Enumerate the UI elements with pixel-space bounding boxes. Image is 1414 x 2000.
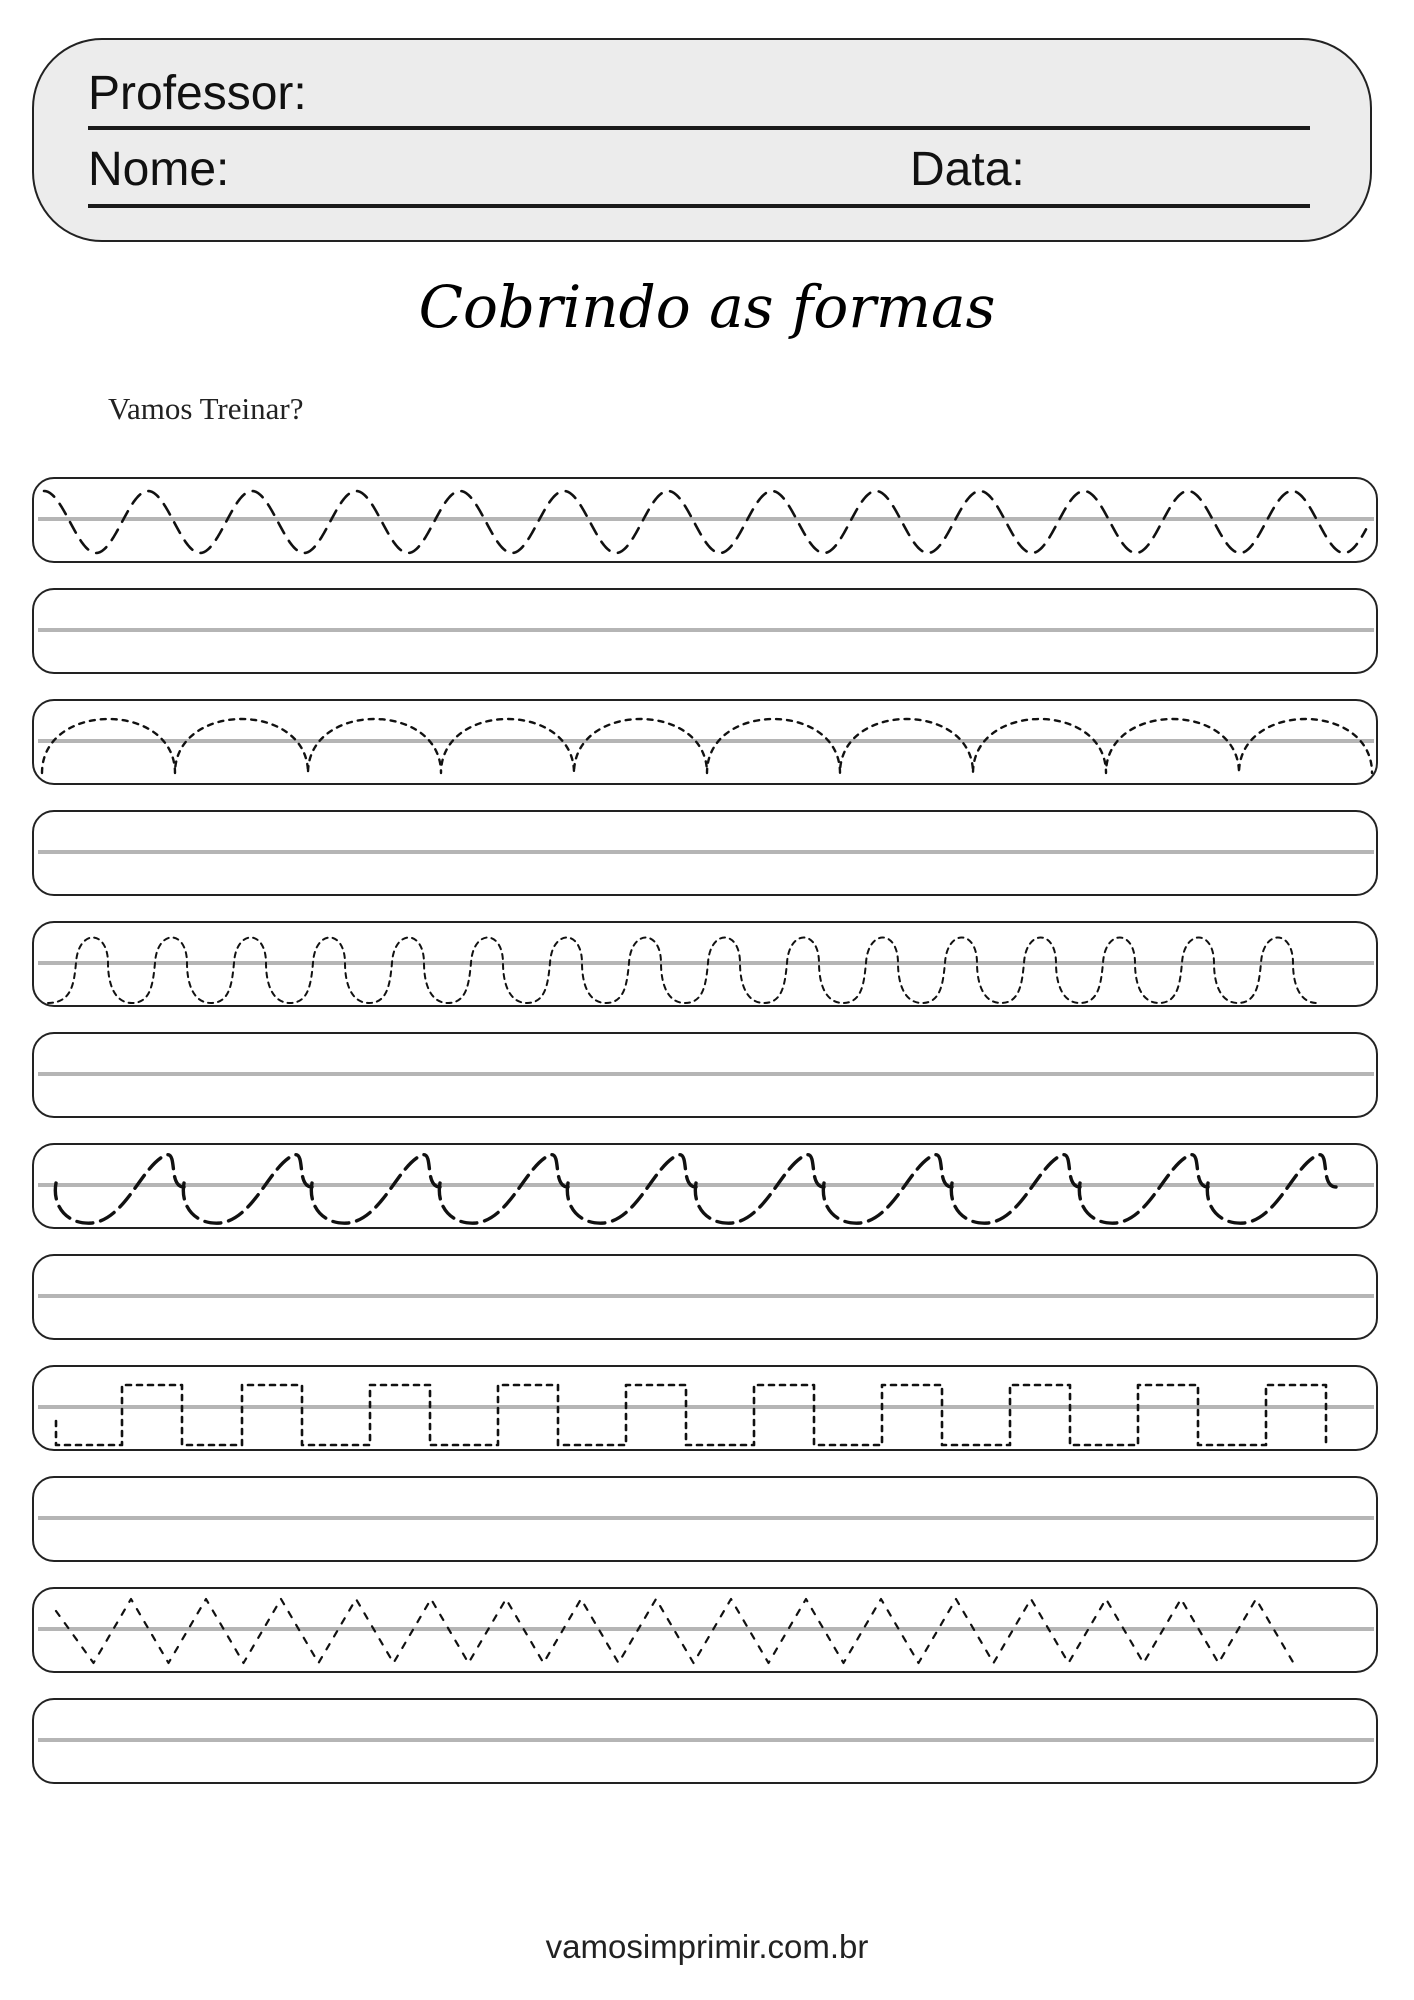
- professor-line[interactable]: [88, 126, 1310, 130]
- strip-canvas: [34, 590, 1380, 676]
- writing-strip[interactable]: [32, 1032, 1378, 1118]
- strip-canvas: [34, 1367, 1380, 1453]
- strip-canvas: [34, 1589, 1380, 1675]
- strip-canvas: [34, 479, 1380, 565]
- tracing-strip-square-wave[interactable]: [32, 1365, 1378, 1451]
- strip-canvas: [34, 1478, 1380, 1564]
- trace-path-cursive-waves: [55, 1155, 1336, 1223]
- nome-data-line[interactable]: [88, 204, 1310, 208]
- strip-canvas: [34, 701, 1380, 787]
- writing-strip[interactable]: [32, 1254, 1378, 1340]
- subtitle: Vamos Treinar?: [108, 391, 304, 426]
- trace-path-loops: [48, 938, 1317, 1004]
- trace-path-sine-wave: [44, 491, 1366, 553]
- data-label: Data:: [910, 143, 1025, 196]
- strip-canvas: [34, 1700, 1380, 1786]
- writing-strip[interactable]: [32, 810, 1378, 896]
- nome-label: Nome:: [88, 143, 230, 196]
- tracing-strip-arches[interactable]: [32, 699, 1378, 785]
- tracing-strip-zigzag[interactable]: [32, 1587, 1378, 1673]
- strip-canvas: [34, 923, 1380, 1009]
- tracing-strip-loops[interactable]: [32, 921, 1378, 1007]
- strip-canvas: [34, 1034, 1380, 1120]
- strip-canvas: [34, 1145, 1380, 1231]
- trace-path-arches: [42, 719, 1372, 773]
- writing-strip[interactable]: [32, 588, 1378, 674]
- header-box: [32, 38, 1372, 242]
- professor-label: Professor:: [88, 67, 307, 120]
- page-title: Cobrindo as formas: [418, 273, 996, 341]
- strip-canvas: [34, 812, 1380, 898]
- tracing-strip-sine-wave[interactable]: [32, 477, 1378, 563]
- tracing-strip-cursive-waves[interactable]: [32, 1143, 1378, 1229]
- trace-path-square-wave: [56, 1385, 1326, 1445]
- writing-strip[interactable]: [32, 1698, 1378, 1784]
- strip-canvas: [34, 1256, 1380, 1342]
- writing-strip[interactable]: [32, 1476, 1378, 1562]
- footer-url: vamosimprimir.com.br: [545, 1928, 869, 1965]
